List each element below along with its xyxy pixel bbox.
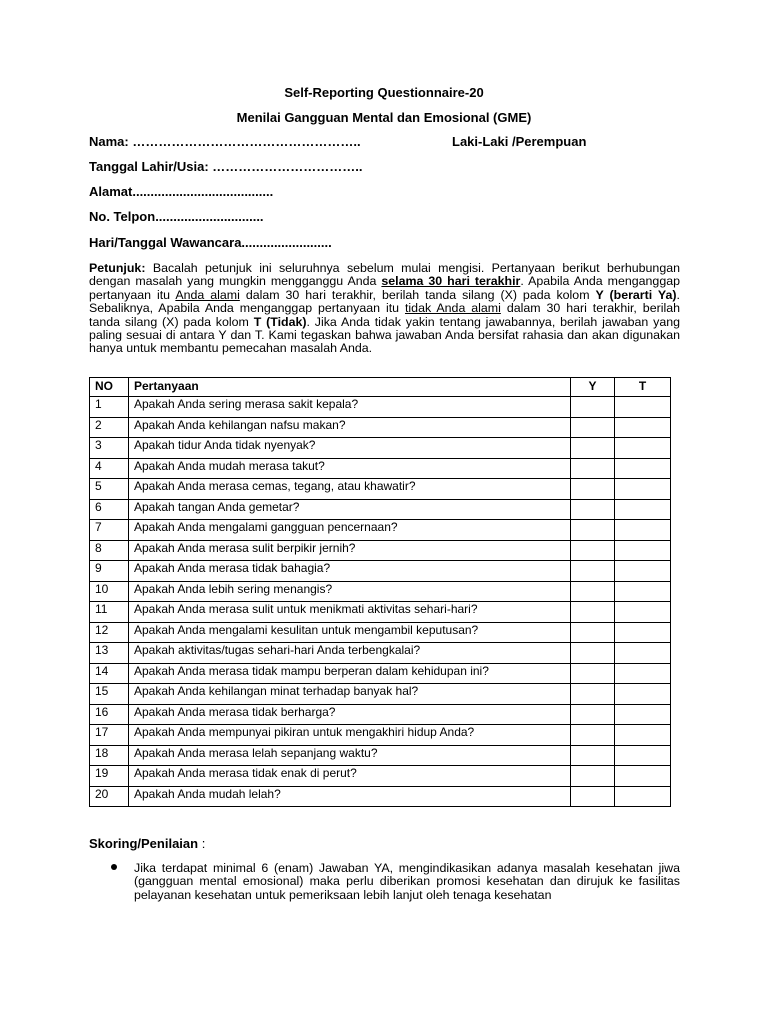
answer-no-cell[interactable] [615,766,671,787]
answer-yes-cell[interactable] [571,540,615,561]
row-number: 1 [90,397,129,418]
row-number: 13 [90,643,129,664]
answer-yes-cell[interactable] [571,663,615,684]
gender-field[interactable]: Laki-Laki /Perempuan [452,134,587,149]
answer-no-cell[interactable] [615,663,671,684]
table-row [90,499,671,520]
table-row [90,643,671,664]
row-question: Apakah Anda merasa cemas, tegang, atau khawatir? [129,479,571,500]
row-number: 7 [90,520,129,541]
answer-no-cell[interactable] [615,725,671,746]
header-no-answer: T [615,378,671,397]
instructions-yes-column: Y (berarti Ya) [595,287,677,302]
answer-no-cell[interactable] [615,786,671,807]
answer-yes-cell[interactable] [571,622,615,643]
answer-no-cell[interactable] [615,561,671,582]
answer-no-cell[interactable] [615,397,671,418]
answer-yes-cell[interactable] [571,438,615,459]
row-question: Apakah aktivitas/tugas sehari-hari Anda terbengkalai? [129,643,571,664]
scoring-colon: : [198,836,206,851]
row-number: 17 [90,725,129,746]
row-number: 3 [90,438,129,459]
table-row [90,479,671,500]
name-field[interactable]: Nama: …………………………………………….. [89,134,361,149]
row-question: Apakah Anda lebih sering menangis? [129,581,571,602]
row-number: 16 [90,704,129,725]
row-question: Apakah Anda sering merasa sakit kepala? [129,397,571,418]
questions-table [89,377,671,807]
row-number: 18 [90,745,129,766]
table-row [90,663,671,684]
document-subtitle: Menilai Gangguan Mental dan Emosional (GME) [236,110,532,125]
answer-no-cell[interactable] [615,499,671,520]
answer-yes-cell[interactable] [571,479,615,500]
table-row [90,397,671,418]
row-number: 6 [90,499,129,520]
answer-yes-cell[interactable] [571,643,615,664]
row-number: 4 [90,458,129,479]
table-row [90,417,671,438]
answer-no-cell[interactable] [615,643,671,664]
answer-yes-cell[interactable] [571,602,615,623]
answer-yes-cell[interactable] [571,704,615,725]
table-row [90,766,671,787]
row-question: Apakah Anda mempunyai pikiran untuk mengakhiri hidup Anda? [129,725,571,746]
row-question: Apakah Anda merasa tidak mampu berperan dalam kehidupan ini? [129,663,571,684]
instructions-text: dalam 30 hari terakhir, berilah tanda silang (X) pada kolom [239,287,596,302]
row-question: Apakah tidur Anda tidak nyenyak? [129,438,571,459]
scoring-rule-text: Jika terdapat minimal 6 (enam) Jawaban YA, mengindikasikan adanya masalah kesehatan jiwa (gangguan mental emosional) maka perlu diberikan promosi kesehatan dan dirujuk ke fasilitas pelayanan kesehatan untuk pemeriksaan lebih lanjut oleh tenaga kesehatan [134,861,680,902]
instructions-emphasis-experienced: Anda alami [175,287,240,302]
row-number: 5 [90,479,129,500]
row-question: Apakah Anda merasa sulit berpikir jernih? [129,540,571,561]
answer-yes-cell[interactable] [571,397,615,418]
answer-no-cell[interactable] [615,622,671,643]
interview-date-field[interactable]: Hari/Tanggal Wawancara......................... [89,235,332,250]
instructions-text: dalam 30 hari terakhir, berilah tanda silang (X) pada kolom [89,301,681,329]
row-number: 14 [90,663,129,684]
answer-no-cell[interactable] [615,581,671,602]
header-question: Pertanyaan [129,378,571,397]
answer-no-cell[interactable] [615,458,671,479]
row-question: Apakah tangan Anda gemetar? [129,499,571,520]
answer-no-cell[interactable] [615,520,671,541]
table-row [90,540,671,561]
row-question: Apakah Anda merasa tidak enak di perut? [129,766,571,787]
table-row [90,520,671,541]
answer-yes-cell[interactable] [571,725,615,746]
row-question: Apakah Anda kehilangan nafsu makan? [129,417,571,438]
row-number: 19 [90,766,129,787]
answer-no-cell[interactable] [615,479,671,500]
instructions-paragraph [89,262,680,356]
table-row [90,438,671,459]
answer-yes-cell[interactable] [571,581,615,602]
instructions-emphasis-not-experienced: tidak Anda alami [404,301,501,316]
answer-no-cell[interactable] [615,745,671,766]
birthdate-age-field[interactable]: Tanggal Lahir/Usia: …………………………….. [89,159,363,174]
instructions-text: Bacalah petunjuk ini seluruhnya sebelum mulai mengisi. Pertanyaan berikut berhubungan dengan masalah yang mungkin mengganggu Anda [89,261,680,289]
table-row [90,745,671,766]
row-number: 8 [90,540,129,561]
row-question: Apakah Anda mudah merasa takut? [129,458,571,479]
scoring-heading [89,836,205,851]
instructions-emphasis-period: selama 30 hari terakhir [381,274,521,289]
answer-yes-cell[interactable] [571,520,615,541]
table-row [90,684,671,705]
row-question: Apakah Anda kehilangan minat terhadap banyak hal? [129,684,571,705]
row-question: Apakah Anda merasa tidak bahagia? [129,561,571,582]
table-row [90,458,671,479]
row-question: Apakah Anda mengalami gangguan pencernaan? [129,520,571,541]
document-title: Self-Reporting Questionnaire-20 [284,85,484,100]
row-question: Apakah Anda mudah lelah? [129,786,571,807]
answer-yes-cell[interactable] [571,684,615,705]
header-yes: Y [571,378,615,397]
answer-no-cell[interactable] [615,540,671,561]
row-number: 20 [90,786,129,807]
address-field[interactable]: Alamat....................................... [89,184,274,199]
answer-yes-cell[interactable] [571,458,615,479]
answer-no-cell[interactable] [615,684,671,705]
row-question: Apakah Anda mengalami kesulitan untuk mengambil keputusan? [129,622,571,643]
phone-field[interactable]: No. Telpon.............................. [89,209,264,224]
answer-yes-cell[interactable] [571,417,615,438]
table-header-row [90,378,671,397]
answer-yes-cell[interactable] [571,499,615,520]
row-number: 10 [90,581,129,602]
instructions-text: . Apabila Anda menganggap pertanyaan itu [89,274,680,302]
row-number: 15 [90,684,129,705]
row-number: 9 [90,561,129,582]
row-question: Apakah Anda merasa lelah sepanjang waktu? [129,745,571,766]
table-row [90,581,671,602]
answer-yes-cell[interactable] [571,766,615,787]
scoring-label: Skoring/Penilaian [89,836,199,851]
table-row [90,786,671,807]
table-row [90,725,671,746]
table-row [90,561,671,582]
instructions-label: Petunjuk: [89,261,146,275]
header-no: NO [90,378,129,397]
row-number: 12 [90,622,129,643]
row-question: Apakah Anda merasa tidak berharga? [129,704,571,725]
bullet-icon [111,864,117,870]
answer-yes-cell[interactable] [571,745,615,766]
instructions-text: . Jika Anda tidak yakin tentang jawabannya, berilah jawaban yang paling sesuai di antara Y dan T. Kami tegaskan bahwa jawaban Anda bersifat rahasia dan akan digunakan hanya untuk membantu pemecahan masalah Anda. [89,314,680,356]
answer-no-cell[interactable] [615,417,671,438]
answer-yes-cell[interactable] [571,786,615,807]
row-number: 2 [90,417,129,438]
answer-no-cell[interactable] [615,602,671,623]
row-number: 11 [90,602,129,623]
table-row [90,602,671,623]
table-row [90,704,671,725]
answer-yes-cell[interactable] [571,561,615,582]
instructions-text: . Sebaliknya, Apabila Anda menganggap pertanyaan itu [89,287,680,316]
table-row [90,622,671,643]
answer-no-cell[interactable] [615,704,671,725]
row-question: Apakah Anda merasa sulit untuk menikmati aktivitas sehari-hari? [129,602,571,623]
instructions-no-column: T (Tidak) [253,314,307,329]
answer-no-cell[interactable] [615,438,671,459]
